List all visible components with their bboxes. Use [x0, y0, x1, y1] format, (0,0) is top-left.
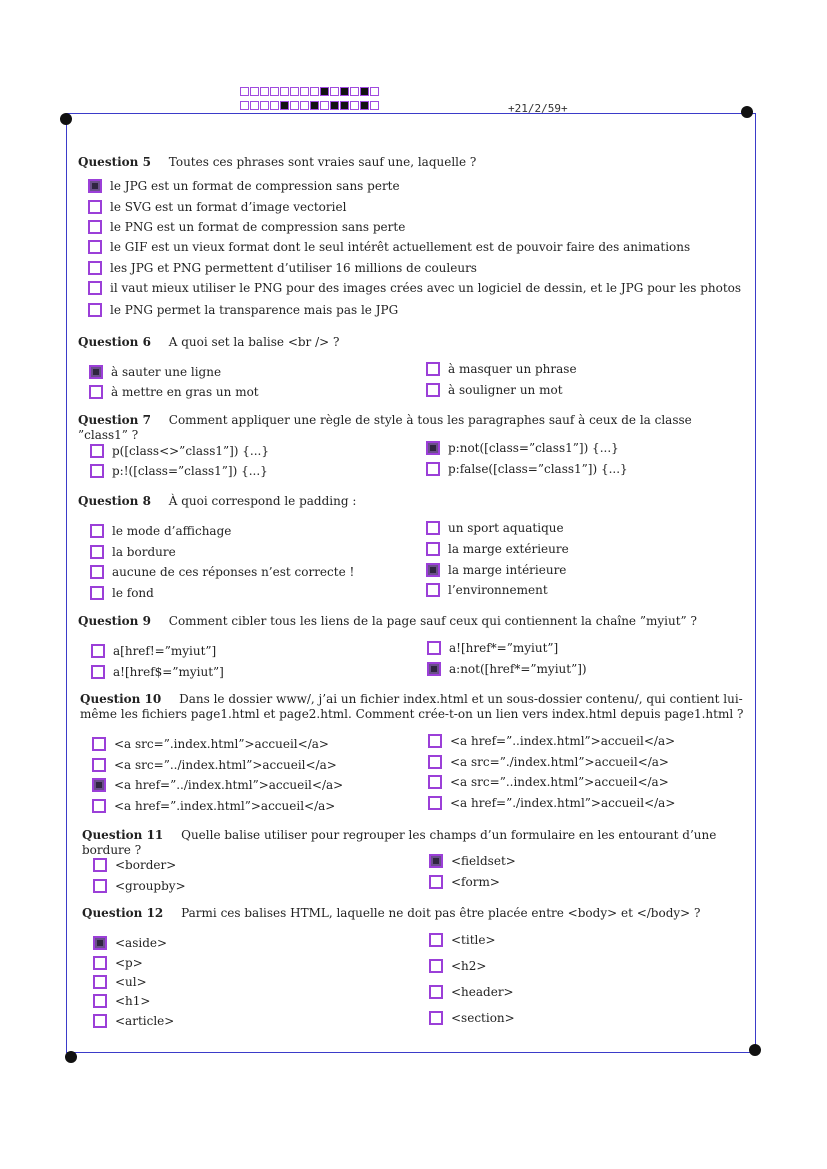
- answer-option[interactable]: [88, 261, 477, 275]
- option-label: <h1>: [115, 994, 151, 1008]
- option-label: le SVG est un format d’image vectoriel: [110, 200, 347, 214]
- checkbox[interactable]: [426, 362, 440, 376]
- answer-option[interactable]: [428, 775, 669, 789]
- barcode-row-1: [240, 87, 379, 96]
- option-label: p:!([class=”class1”]) {...}: [112, 464, 268, 478]
- option-label: <a href=”../index.html”>accueil</a>: [114, 778, 344, 792]
- answer-option[interactable]: [426, 383, 563, 397]
- question-number: Question 6: [78, 335, 151, 349]
- option-label: <form>: [451, 875, 500, 889]
- checkbox[interactable]: [88, 281, 102, 295]
- option-label: a[href!=”myiut”]: [113, 644, 217, 658]
- option-label: à mettre en gras un mot: [111, 385, 259, 399]
- checkbox[interactable]: [90, 565, 104, 579]
- option-label: aucune de ces réponses n’est correcte !: [112, 565, 355, 579]
- barcode-cell: [260, 87, 269, 96]
- checkbox[interactable]: [427, 662, 441, 676]
- answer-option[interactable]: [90, 464, 268, 478]
- answer-option[interactable]: [93, 956, 143, 970]
- option-label: il vaut mieux utiliser le PNG pour des images crées avec un logiciel de dessin, et le JPG pour les photos: [110, 281, 742, 295]
- option-label: p:not([class=”class1”]) {...}: [448, 441, 619, 455]
- answer-option[interactable]: [428, 796, 675, 810]
- checkbox[interactable]: [88, 261, 102, 275]
- checkbox[interactable]: [88, 303, 102, 317]
- barcode-cell: [340, 87, 349, 96]
- checkbox[interactable]: [88, 179, 102, 193]
- question-10: [80, 692, 745, 722]
- option-label: <title>: [451, 933, 496, 947]
- checkbox[interactable]: [426, 383, 440, 397]
- checkbox[interactable]: [93, 994, 107, 1008]
- option-label: les JPG et PNG permettent d’utiliser 16 millions de couleurs: [110, 261, 477, 275]
- option-label: a![href$=”myiut”]: [113, 665, 224, 679]
- option-label: <ul>: [115, 975, 147, 989]
- checkbox[interactable]: [88, 220, 102, 234]
- answer-option[interactable]: [88, 220, 405, 234]
- barcode-cell: [270, 101, 279, 110]
- checkbox[interactable]: [90, 586, 104, 600]
- barcode-cell: [320, 101, 329, 110]
- answer-option[interactable]: [90, 444, 269, 458]
- barcode-cell: [300, 101, 309, 110]
- answer-option[interactable]: [93, 879, 186, 893]
- question-8: [78, 494, 738, 509]
- barcode-cell: [310, 87, 319, 96]
- answer-option[interactable]: [90, 524, 231, 538]
- option-label: <p>: [115, 956, 143, 970]
- question-number: Question 5: [78, 155, 151, 169]
- barcode-cell: [300, 87, 309, 96]
- answer-option[interactable]: [429, 1011, 515, 1025]
- question-number: Question 11: [82, 828, 164, 842]
- checkbox[interactable]: [429, 854, 443, 868]
- option-label: le PNG est un format de compression sans perte: [110, 220, 406, 234]
- question-text: Dans le dossier www/, j’ai un fichier index.html et un sous-dossier contenu/, qui contient lui-même les fichiers page1.html et page2.html. Comment crée-t-on un lien vers index.html depuis page1.html ?: [80, 692, 744, 721]
- option-label: <a src=”.index.html”>accueil</a>: [114, 737, 329, 751]
- option-label: le fond: [112, 586, 154, 600]
- barcode-cell: [350, 87, 359, 96]
- answer-option[interactable]: [91, 644, 216, 658]
- checkbox[interactable]: [91, 665, 105, 679]
- option-label: <a href=”.index.html”>accueil</a>: [114, 799, 336, 813]
- checkbox[interactable]: [93, 936, 107, 950]
- checkbox[interactable]: [92, 737, 106, 751]
- barcode-cell: [320, 87, 329, 96]
- option-label: à souligner un mot: [448, 383, 563, 397]
- answer-option[interactable]: [90, 565, 354, 579]
- checkbox[interactable]: [92, 758, 106, 772]
- checkbox[interactable]: [429, 959, 443, 973]
- question-text: Parmi ces balises HTML, laquelle ne doit pas être placée entre <body> et </body> ?: [181, 906, 701, 920]
- answer-option[interactable]: [426, 462, 628, 476]
- answer-option[interactable]: [93, 1014, 174, 1028]
- option-label: le GIF est un vieux format dont le seul intérêt actuellement est de pouvoir faire des animations: [110, 240, 691, 254]
- checkbox[interactable]: [89, 365, 103, 379]
- corner-marker-bottom-right: [749, 1044, 761, 1056]
- answer-option[interactable]: [93, 858, 176, 872]
- answer-option[interactable]: [89, 385, 259, 399]
- answer-option[interactable]: [426, 441, 619, 455]
- barcode-cell: [370, 87, 379, 96]
- barcode-cell: [330, 87, 339, 96]
- barcode-cell: [330, 101, 339, 110]
- checkbox[interactable]: [93, 858, 107, 872]
- answer-option[interactable]: [93, 994, 150, 1008]
- option-label: a:not([href*=”myiut”]): [449, 662, 587, 676]
- checkbox[interactable]: [93, 975, 107, 989]
- barcode-cell: [310, 101, 319, 110]
- barcode-cell: [260, 101, 269, 110]
- question-11: [82, 828, 742, 858]
- checkbox[interactable]: [426, 583, 440, 597]
- question-9: [78, 614, 738, 629]
- page-id: +21/2/59+: [508, 102, 568, 115]
- barcode-row-2: [240, 101, 379, 110]
- option-label: <a href=”..index.html”>accueil</a>: [450, 734, 676, 748]
- option-label: <aside>: [115, 936, 168, 950]
- answer-option[interactable]: [429, 875, 500, 889]
- question-text: Comment cibler tous les liens de la page sauf ceux qui contiennent la chaîne ”myiut” ?: [168, 614, 697, 628]
- answer-option[interactable]: [88, 200, 346, 214]
- question-number: Question 10: [80, 692, 162, 706]
- answer-option[interactable]: [429, 959, 486, 973]
- barcode-cell: [280, 101, 289, 110]
- option-label: un sport aquatique: [448, 521, 564, 535]
- checkbox[interactable]: [428, 796, 442, 810]
- answer-option[interactable]: [429, 985, 514, 999]
- question-text: Comment appliquer une règle de style à tous les paragraphes sauf à ceux de la classe ”class1” ?: [78, 413, 696, 442]
- option-label: la bordure: [112, 545, 176, 559]
- barcode-cell: [270, 87, 279, 96]
- checkbox[interactable]: [429, 985, 443, 999]
- option-label: la marge intérieure: [448, 563, 567, 577]
- option-label: le mode d’affichage: [112, 524, 232, 538]
- question-7: [78, 413, 738, 443]
- barcode-cell: [240, 87, 249, 96]
- checkbox[interactable]: [429, 1011, 443, 1025]
- question-5: [78, 155, 738, 170]
- answer-option[interactable]: [429, 933, 496, 947]
- option-label: <border>: [115, 858, 177, 872]
- answer-option[interactable]: [88, 281, 741, 295]
- option-label: <a src=”./index.html”>accueil</a>: [450, 755, 669, 769]
- option-label: le PNG permet la transparence mais pas le JPG: [110, 303, 399, 317]
- option-label: le JPG est un format de compression sans perte: [110, 179, 400, 193]
- barcode-cell: [340, 101, 349, 110]
- answer-option[interactable]: [90, 586, 154, 600]
- option-label: a![href*=”myiut”]: [449, 641, 559, 655]
- barcode-cell: [350, 101, 359, 110]
- answer-option[interactable]: [93, 975, 147, 989]
- option-label: p([class<>”class1”]) {...}: [112, 444, 270, 458]
- answer-option[interactable]: [426, 563, 566, 577]
- checkbox[interactable]: [93, 879, 107, 893]
- option-label: <article>: [115, 1014, 175, 1028]
- barcode-cell: [250, 101, 259, 110]
- question-text: Toutes ces phrases sont vraies sauf une, laquelle ?: [168, 155, 477, 169]
- option-label: <section>: [451, 1011, 515, 1025]
- question-number: Question 12: [82, 906, 164, 920]
- checkbox[interactable]: [88, 200, 102, 214]
- checkbox[interactable]: [89, 385, 103, 399]
- option-label: à sauter une ligne: [111, 365, 222, 379]
- corner-marker-bottom-left: [65, 1051, 77, 1063]
- question-text: Quelle balise utiliser pour regrouper les champs d’un formulaire en les entourant d’une bordure ?: [82, 828, 721, 857]
- option-label: p:false([class=”class1”]) {...}: [448, 462, 628, 476]
- answer-option[interactable]: [92, 737, 329, 751]
- answer-option[interactable]: [88, 179, 400, 193]
- barcode-cell: [240, 101, 249, 110]
- answer-option[interactable]: [92, 758, 337, 772]
- answer-option[interactable]: [88, 240, 690, 254]
- option-label: <fieldset>: [451, 854, 516, 868]
- checkbox[interactable]: [93, 1014, 107, 1028]
- checkbox[interactable]: [428, 755, 442, 769]
- barcode-cell: [360, 101, 369, 110]
- option-label: <a href=”./index.html”>accueil</a>: [450, 796, 676, 810]
- barcode-cell: [370, 101, 379, 110]
- checkbox[interactable]: [92, 778, 106, 792]
- checkbox[interactable]: [92, 799, 106, 813]
- checkbox[interactable]: [426, 441, 440, 455]
- option-label: <h2>: [451, 959, 487, 973]
- answer-option[interactable]: [427, 662, 587, 676]
- option-label: la marge extérieure: [448, 542, 569, 556]
- checkbox[interactable]: [90, 524, 104, 538]
- answer-option[interactable]: [427, 641, 558, 655]
- question-number: Question 8: [78, 494, 151, 508]
- corner-marker-top-right: [741, 106, 753, 118]
- checkbox[interactable]: [90, 464, 104, 478]
- answer-option[interactable]: [88, 303, 398, 317]
- option-label: <header>: [451, 985, 514, 999]
- answer-option[interactable]: [91, 665, 224, 679]
- checkbox[interactable]: [428, 734, 442, 748]
- answer-option[interactable]: [428, 734, 675, 748]
- barcode-cell: [290, 87, 299, 96]
- answer-option[interactable]: [93, 936, 167, 950]
- checkbox[interactable]: [427, 641, 441, 655]
- question-text: À quoi correspond le padding :: [168, 494, 357, 508]
- checkbox[interactable]: [429, 875, 443, 889]
- answer-option[interactable]: [92, 799, 335, 813]
- checkbox[interactable]: [426, 521, 440, 535]
- checkbox[interactable]: [91, 644, 105, 658]
- checkbox[interactable]: [93, 956, 107, 970]
- answer-option[interactable]: [92, 778, 343, 792]
- answer-option[interactable]: [426, 362, 577, 376]
- question-6: [78, 335, 738, 350]
- answer-option[interactable]: [428, 755, 669, 769]
- question-text: A quoi set la balise <br /> ?: [168, 335, 340, 349]
- corner-marker-top-left: [60, 113, 72, 125]
- answer-option[interactable]: [426, 542, 569, 556]
- barcode-cell: [360, 87, 369, 96]
- checkbox[interactable]: [429, 933, 443, 947]
- question-number: Question 9: [78, 614, 151, 628]
- checkbox[interactable]: [428, 775, 442, 789]
- checkbox[interactable]: [426, 462, 440, 476]
- checkbox[interactable]: [426, 563, 440, 577]
- barcode-cell: [290, 101, 299, 110]
- option-label: <a src=”../index.html”>accueil</a>: [114, 758, 337, 772]
- checkbox[interactable]: [90, 545, 104, 559]
- answer-option[interactable]: [426, 521, 564, 535]
- answer-option[interactable]: [429, 854, 516, 868]
- checkbox[interactable]: [426, 542, 440, 556]
- option-label: à masquer un phrase: [448, 362, 577, 376]
- barcode-cell: [280, 87, 289, 96]
- option-label: <a src=”..index.html”>accueil</a>: [450, 775, 669, 789]
- checkbox[interactable]: [90, 444, 104, 458]
- answer-option[interactable]: [89, 365, 221, 379]
- option-label: <groupby>: [115, 879, 186, 893]
- question-12: [82, 906, 742, 921]
- option-label: l’environnement: [448, 583, 548, 597]
- question-number: Question 7: [78, 413, 151, 427]
- answer-option[interactable]: [426, 583, 548, 597]
- answer-option[interactable]: [90, 545, 176, 559]
- barcode-cell: [250, 87, 259, 96]
- checkbox[interactable]: [88, 240, 102, 254]
